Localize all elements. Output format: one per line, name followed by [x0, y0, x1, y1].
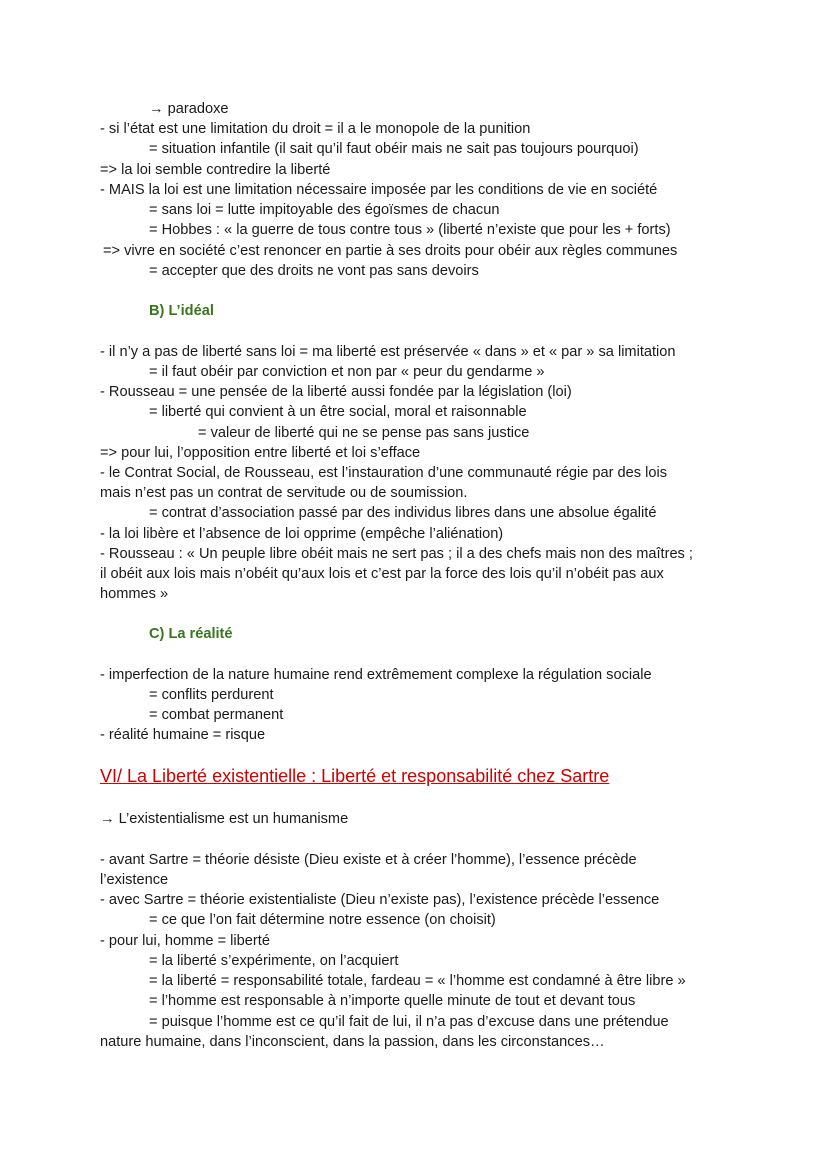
text-line: → L’existentialisme est un humanisme — [100, 811, 349, 827]
text-line: = la liberté s’expérimente, on l’acquiert — [149, 953, 399, 969]
text-line: il obéit aux lois mais n’obéit qu’aux lois et c’est par la force des lois qu’il n’obéit pas aux — [100, 566, 664, 582]
text-line: => vivre en société c’est renoncer en partie à ses droits pour obéir aux règles communes — [103, 243, 678, 259]
text-line: = valeur de liberté qui ne se pense pas sans justice — [198, 425, 530, 441]
text-line: = ce que l’on fait détermine notre essence (on choisit) — [149, 912, 496, 928]
text-line: - le Contrat Social, de Rousseau, est l’instauration d’une communauté régie par des lois — [100, 465, 668, 481]
text-line: - Rousseau : « Un peuple libre obéit mais ne sert pas ; il a des chefs mais non des maîtres ; — [100, 546, 693, 562]
text-line: = sans loi = lutte impitoyable des égoïsmes de chacun — [149, 202, 500, 218]
text-line: = conflits perdurent — [149, 687, 274, 703]
text-line: = Hobbes : « la guerre de tous contre tous » (liberté n’existe que pour les + forts) — [149, 222, 671, 238]
text-line: => la loi semble contredire la liberté — [100, 162, 331, 178]
text-line: hommes » — [100, 586, 169, 602]
chapter-heading: VI/ La Liberté existentielle : Liberté et responsabilité chez Sartre — [100, 766, 610, 786]
text-line: - pour lui, homme = liberté — [100, 933, 270, 949]
text-line: mais n’est pas un contrat de servitude ou de soumission. — [100, 485, 468, 501]
text-line: - Rousseau = une pensée de la liberté aussi fondée par la législation (loi) — [100, 384, 572, 400]
text-line: = puisque l’homme est ce qu’il fait de lui, il n’a pas d’excuse dans une prétendue — [149, 1014, 669, 1030]
text-line: - la loi libère et l’absence de loi opprime (empêche l’aliénation) — [100, 526, 504, 542]
text-line: - MAIS la loi est une limitation nécessaire imposée par les conditions de vie en société — [100, 182, 658, 198]
text-line: = accepter que des droits ne vont pas sans devoirs — [149, 263, 479, 279]
text-line: = contrat d’association passé par des individus libres dans une absolue égalité — [149, 505, 657, 521]
text-line: l’existence — [100, 872, 169, 888]
text-line: = la liberté = responsabilité totale, fardeau = « l’homme est condamné à être libre » — [149, 973, 686, 989]
text-line: - réalité humaine = risque — [100, 727, 266, 743]
text-line: = situation infantile (il sait qu’il faut obéir mais ne sait pas toujours pourquoi) — [149, 141, 639, 157]
text-line: = liberté qui convient à un être social, moral et raisonnable — [149, 404, 527, 420]
text-line: - il n’y a pas de liberté sans loi = ma liberté est préservée « dans » et « par » sa limitation — [100, 344, 676, 360]
text-line: = il faut obéir par conviction et non par « peur du gendarme » — [149, 364, 545, 380]
text-line: = l’homme est responsable à n’importe quelle minute de tout et devant tous — [149, 993, 636, 1009]
text-line: - avant Sartre = théorie désiste (Dieu existe et à créer l’homme), l’essence précède — [100, 852, 637, 868]
text-line: => pour lui, l’opposition entre liberté et loi s’efface — [100, 445, 421, 461]
text-line: - imperfection de la nature humaine rend extrêmement complexe la régulation sociale — [100, 667, 652, 683]
text-line: nature humaine, dans l’inconscient, dans la passion, dans les circonstances… — [100, 1034, 605, 1050]
text-line: → paradoxe — [149, 101, 229, 117]
section-heading-ideal: B) L’idéal — [149, 303, 214, 319]
text-line: - avec Sartre = théorie existentialiste (Dieu n’existe pas), l’existence précède l’essence — [100, 892, 660, 908]
text-line: = combat permanent — [149, 707, 284, 723]
section-heading-realite: C) La réalité — [149, 626, 233, 642]
text-line: - si l’état est une limitation du droit = il a le monopole de la punition — [100, 121, 531, 137]
